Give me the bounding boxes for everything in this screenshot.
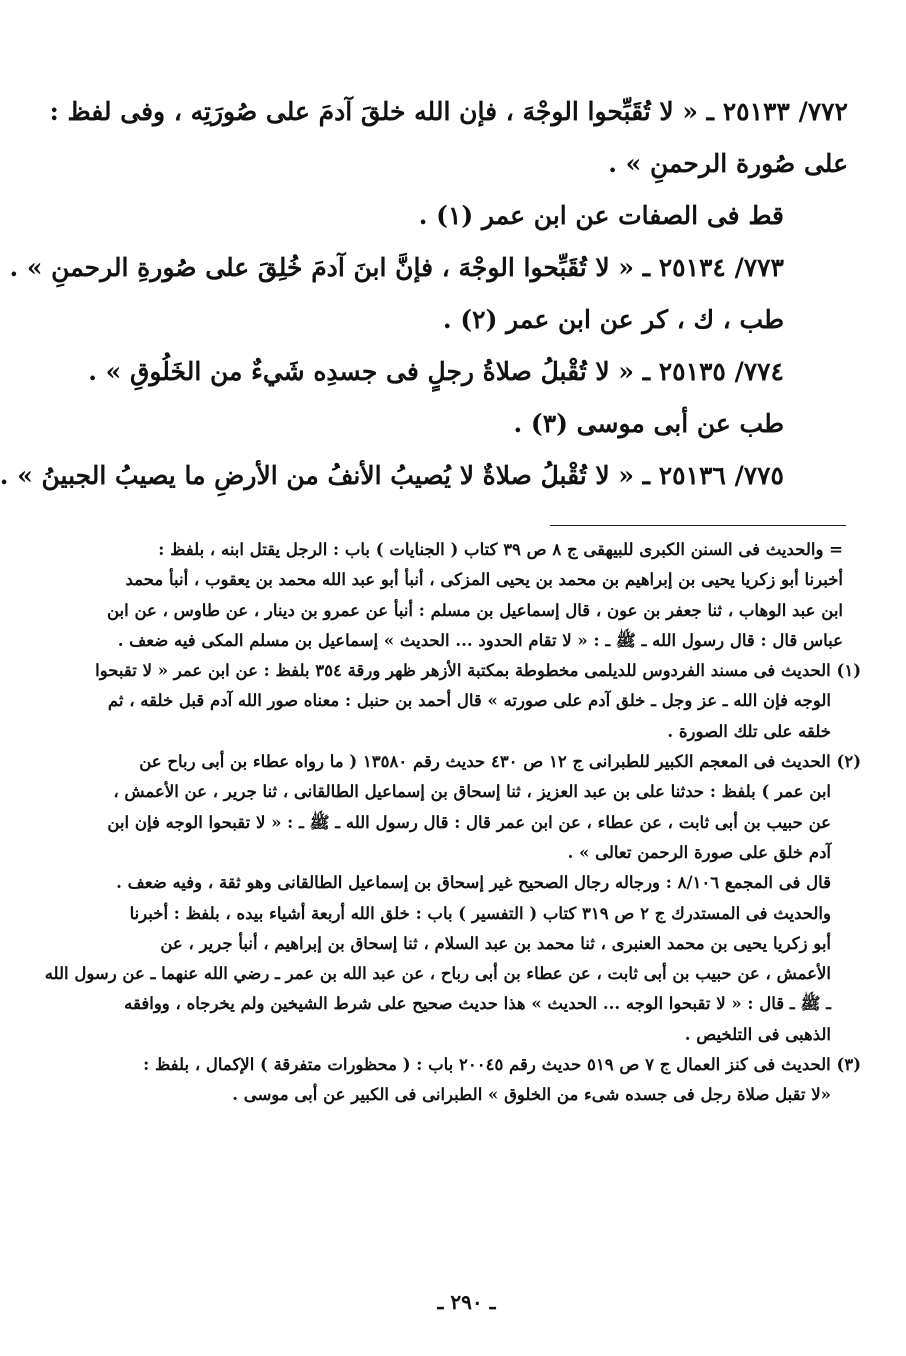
footnote-line: (٣) الحديث فى كنز العمال ج ٧ ص ٥١٩ حديث رقم ٢٠٠٤٥ باب : ( محظورات متفرقة ) الإكمال ، بلفظ : xyxy=(143,1055,861,1075)
footnotes xyxy=(44,535,861,1111)
hadith-line: ٧٧٤/ ٢٥١٣٥ ـ « لا تُقْبلُ صلاةُ رجلٍ فى جسدِه شَيءٌ من الخَلُوقِ » . xyxy=(88,357,784,386)
source-line: طب ، ك ، كر عن ابن عمر (٢) . xyxy=(442,305,784,334)
footnote-divider xyxy=(550,525,846,526)
hadith-line: ٧٧٢/ ٢٥١٣٣ ـ « لا تُقَبِّحوا الوجْهَ ، فإن الله خلقَ آدمَ على صُورَتِه ، وفى لفظ : xyxy=(49,97,848,126)
footnote-line: عباس قال : قال رسول الله ـ ﷺ ـ : « لا تقام الحدود ... الحديث » إسماعيل بن مسلم المكى فيه ضعف . xyxy=(117,630,843,650)
footnote-line: الوجه فإن الله ـ عز وجل ـ خلق آدم على صورته » قال أحمد بن حنبل : معناه صور الله آدم قبل خلقه ، ثم xyxy=(107,691,831,711)
hadith-line: على صُورة الرحمنِ » . xyxy=(608,149,848,178)
footnote-line: (١) الحديث فى مسند الفردوس للديلمى مخطوطة بمكتبة الأزهر ظهر ورقة ٣٥٤ بلفظ : عن ابن عمر « لا تقبحوا xyxy=(95,661,861,681)
source-line: طب عن أبى موسى (٣) . xyxy=(513,409,784,438)
source-line: قط فى الصفات عن ابن عمر (١) . xyxy=(418,201,784,230)
footnote-line: «لا تقبل صلاة رجل فى جسده شىء من الخلوق » الطبرانى فى الكبير عن أبى موسى . xyxy=(232,1085,831,1105)
footnote-line: = والحديث فى السنن الكبرى للبيهقى ج ٨ ص ٣٩ كتاب ( الجنايات ) باب : الرجل يقتل ابنه ، بلفظ : xyxy=(158,540,843,559)
footnote-line: الذهبى فى التلخيص . xyxy=(684,1024,831,1044)
footnote-line: (٢) الحديث فى المعجم الكبير للطبرانى ج ١٢ ص ٤٣٠ حديث رقم ١٣٥٨٠ ( ما رواه عطاء بن أبى رباح عن xyxy=(139,752,861,772)
main-text xyxy=(0,86,848,502)
footnote-line: خلقه على تلك الصورة . xyxy=(667,721,831,741)
page-number: ـ ٢٩٠ ـ xyxy=(437,1290,496,1314)
hadith-line: ٧٧٣/ ٢٥١٣٤ ـ « لا تُقَبِّحوا الوجْهَ ، فإنَّ ابنَ آدمَ خُلِقَ على صُورةِ الرحمنِ » . xyxy=(9,253,784,282)
footnote-line: ابن عبد الوهاب ، ثنا جعفر بن عون ، قال إسماعيل بن مسلم : أنبأ عن عمرو بن دينار ، عن طاوس ، عن ابن xyxy=(106,600,843,620)
hadith-line: ٧٧٥/ ٢٥١٣٦ ـ « لا تُقْبلُ صلاةٌ لا يُصيبُ الأنفُ من الأرضِ ما يصيبُ الجبينُ » . xyxy=(0,461,784,490)
footnote-line: أخبرنا أبو زكريا يحيى بن إبراهيم بن محمد بن يحيى المزكى ، أنبأ أبو عبد الله محمد بن يعقوب ، أنبأ محمد xyxy=(125,570,843,590)
footnote-line: أبو زكريا يحيى بن محمد العنبرى ، ثنا محمد بن عبد السلام ، ثنا إسحاق بن إبراهيم ، أنبأ جرير ، عن xyxy=(160,933,831,953)
footnote-line: ـ ﷺ ـ قال : « لا تقبحوا الوجه ... الحديث » هذا حديث صحيح على شرط الشيخين ولم يخرجاه ، ووافقه xyxy=(124,994,831,1014)
footnote-line: آدم خلق على صورة الرحمن تعالى » . xyxy=(567,842,831,862)
footnote-line: قال فى المجمع ٨/١٠٦ : ورجاله رجال الصحيح غير إسحاق بن إسماعيل الطالقانى وهو ثقة ، وفيه ضعف . xyxy=(116,873,831,893)
footnote-line: ابن عمر ) بلفظ : حدثنا على بن عبد العزيز ، ثنا إسحاق بن إسماعيل الطالقانى ، ثنا جرير ، عن الأعمش ، xyxy=(113,782,831,802)
footnote-line: الأعمش ، عن حبيب بن أبى ثابت ، عن عطاء بن أبى رباح ، عن عبد الله بن عمر ـ رضي الله عنهما ـ عن رسول الله xyxy=(44,964,831,984)
footnote-line: والحديث فى المستدرك ج ٢ ص ٣١٩ كتاب ( التفسير ) باب : خلق الله أربعة أشياء بيده ، بلفظ : أخبرنا xyxy=(129,903,831,923)
footnote-line: عن حبيب بن أبى ثابت ، عن عطاء ، عن ابن عمر قال : قال رسول الله ـ ﷺ ـ : « لا تقبحوا الوجه فإن ابن xyxy=(107,812,831,832)
